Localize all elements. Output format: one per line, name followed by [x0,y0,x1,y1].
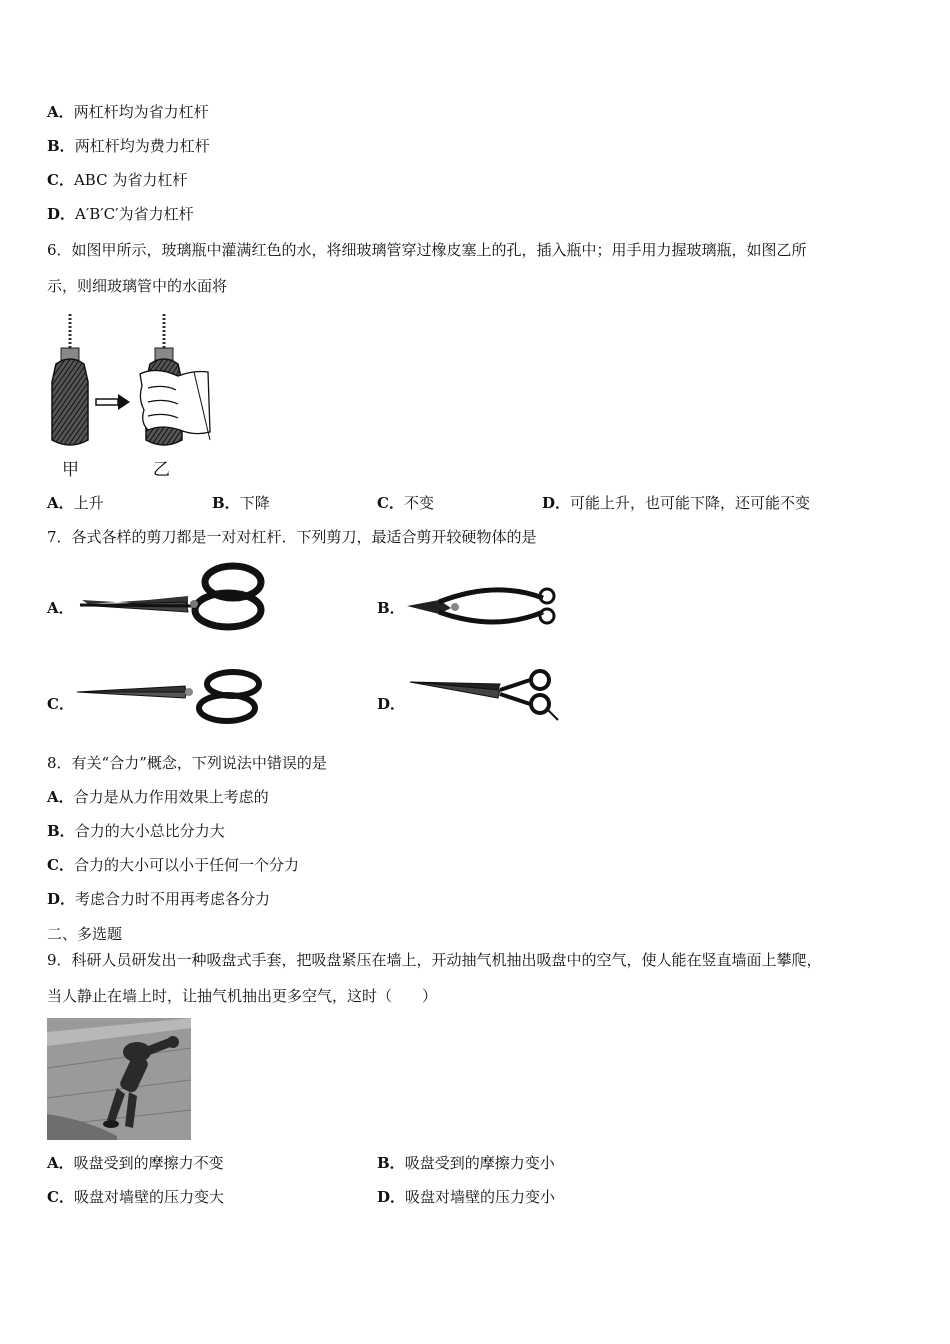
q8-option-d: D．考虑合力时不用再考虑各分力 [47,890,271,908]
q9-option-b: B．吸盘受到的摩擦力变小 [377,1154,555,1172]
q9-option-d: D．吸盘对墙壁的压力变小 [377,1188,556,1206]
q9-option-c: C．吸盘对墙壁的压力变大 [47,1188,224,1206]
q9-stem-line2: 当人静止在墙上时，让抽气机抽出更多空气，这时（ ） [47,987,438,1005]
figure-label-yi: 乙 [153,460,170,480]
q6-bottle-figure [44,312,224,477]
scissors-d-icon [408,668,568,723]
scissors-c-icon [75,668,265,728]
q8-stem: 8．有关“合力”概念，下列说法中错误的是 [47,754,327,772]
scissors-b-icon [405,578,560,633]
figure-label-jia: 甲 [62,460,79,480]
bottle-jia-illustration [52,314,88,445]
q5-option-a: A．两杠杆均为省力杠杆 [47,103,209,121]
arrow-right-icon [96,394,130,410]
scissors-a-icon [78,560,268,632]
q7-option-c-label: C． [47,695,74,713]
q5-option-b: B．两杠杆均为费力杠杆 [47,137,210,155]
q5-option-d: D．A′B′C′为省力杠杆 [47,205,194,223]
q7-option-a-label: A． [47,599,74,617]
q6-stem-line2: 示，则细玻璃管中的水面将 [47,277,228,295]
q8-option-a: A．合力是从力作用效果上考虑的 [47,788,269,806]
q6-option-a: A．上升 [47,494,104,512]
q6-option-c: C．不变 [377,494,434,512]
section-title: 二、多选题 [47,925,123,943]
q9-wall-climber-photo [47,1018,191,1140]
q6-stem-line1: 6．如图甲所示，玻璃瓶中灌满红色的水，将细玻璃管穿过橡皮塞上的孔，插入瓶中；用手用力握玻璃瓶，如图乙所 [47,241,807,259]
q8-option-b: B．合力的大小总比分力大 [47,822,225,840]
q5-option-c: C．ABC 为省力杠杆 [47,171,188,189]
q7-option-b-label: B． [377,599,405,617]
q7-stem: 7．各式各样的剪刀都是一对对杠杆．下列剪刀，最适合剪开较硬物体的是 [47,528,537,546]
q8-option-c: C．合力的大小可以小于任何一个分力 [47,856,299,874]
q7-option-d-label: D． [377,695,406,713]
q9-option-a: A．吸盘受到的摩擦力不变 [47,1154,224,1172]
q9-stem-line1: 9．科研人员研发出一种吸盘式手套，把吸盘紧压在墙上，开动抽气机抽出吸盘中的空气，使人能在竖直墙面上攀爬， [47,951,822,969]
bottle-yi-illustration [140,314,210,445]
q6-option-d: D．可能上升，也可能下降，还可能不变 [542,494,811,512]
q6-option-b: B．下降 [212,494,270,512]
